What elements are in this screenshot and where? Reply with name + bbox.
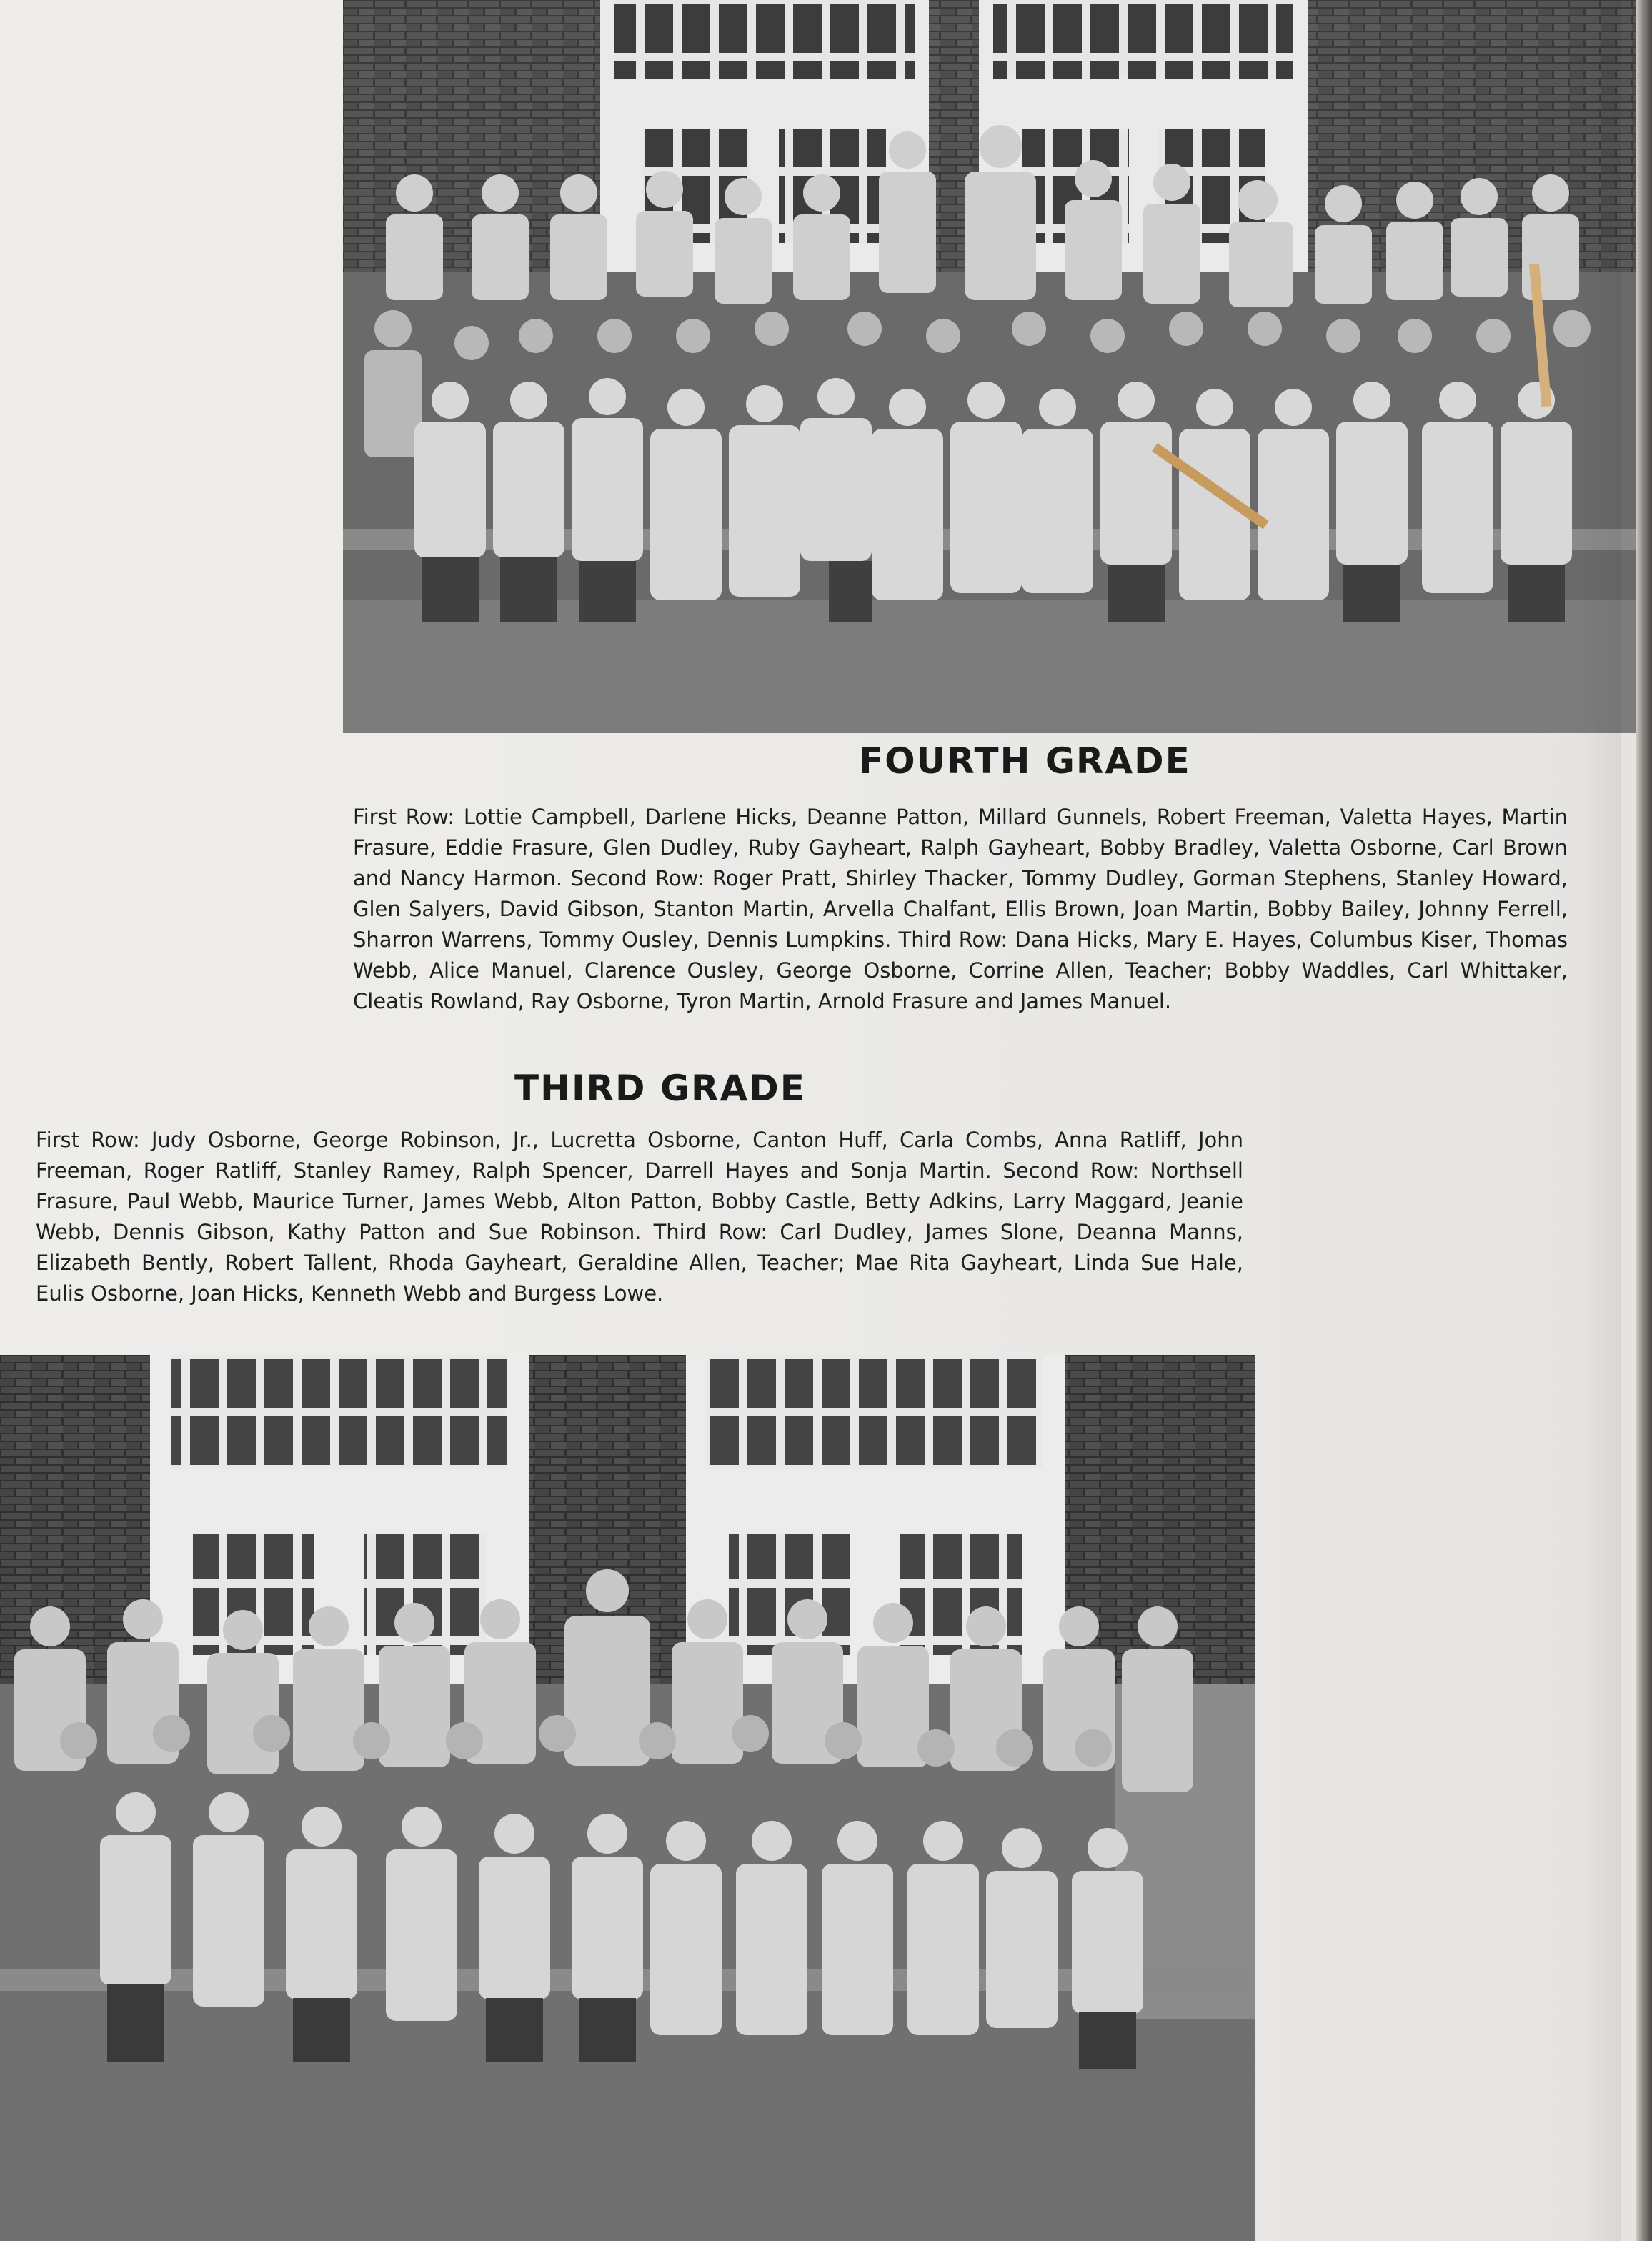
fourth-grade-class-photo — [343, 0, 1636, 733]
third-grade-photo-art — [0, 1355, 1255, 2241]
fourth-grade-photo-art — [343, 0, 1636, 733]
page-edge-shadow — [1578, 0, 1621, 2241]
fourth-grade-caption: First Row: Lottie Campbell, Darlene Hicks, Deanne Patton, Millard Gunnels, Robert Freeman, Valetta Hayes, Martin Frasure, Eddie Frasure, Glen Dudley, Ruby Gayheart, Ralph Gayheart, Bobby Bradley, Valetta Osborne, Carl Brown and Nancy Harmon. Second Row: Roger Pratt, Shirley Thacker, Tommy Dudley, Gorman Stephens, Stanley Howard, Glen Salyers, David Gibson, Stanton Martin, Arvella Chalfant, Ellis Brown, Joan Martin, Bobby Bailey, Johnny Ferrell, Sharron Warrens, Tommy Ousley, Dennis Lumpkins. Third Row: Dana Hicks, Mary E. Hayes, Columbus Kiser, Thomas Webb, Alice Manuel, Clarence Ousley, George Osborne, Corrine Allen, Teacher; Bobby Waddles, Carl Whittaker, Cleatis Rowland, Ray Osborne, Tyron Martin, Arnold Frasure and James Manuel. — [353, 805, 1568, 1013]
third-grade-heading: THIRD GRADE — [514, 1068, 806, 1109]
third-grade-caption: First Row: Judy Osborne, George Robinson, Jr., Lucretta Osborne, Canton Huff, Carla Combs, Anna Ratliff, John Freeman, Roger Ratliff, Stanley Ramey, Ralph Spencer, Darrell Hayes and Sonja Martin. Second Row: Northsell Frasure, Paul Webb, Maurice Turner, James Webb, Alton Patton, Bobby Castle, Betty Adkins, Larry Maggard, Jeanie Webb, Dennis Gibson, Kathy Patton and Sue Robinson. Third Row: Carl Dudley, James Slone, Deanna Manns, Elizabeth Bently, Robert Tallent, Rhoda Gayheart, Geraldine Allen, Teacher; Mae Rita Gayheart, Linda Sue Hale, Eulis Osborne, Joan Hicks, Kenneth Webb and Burgess Lowe. — [36, 1128, 1243, 1306]
fourth-grade-heading: FOURTH GRADE — [859, 740, 1191, 782]
binding-spine — [1636, 0, 1652, 2241]
third-grade-class-photo — [0, 1355, 1255, 2241]
